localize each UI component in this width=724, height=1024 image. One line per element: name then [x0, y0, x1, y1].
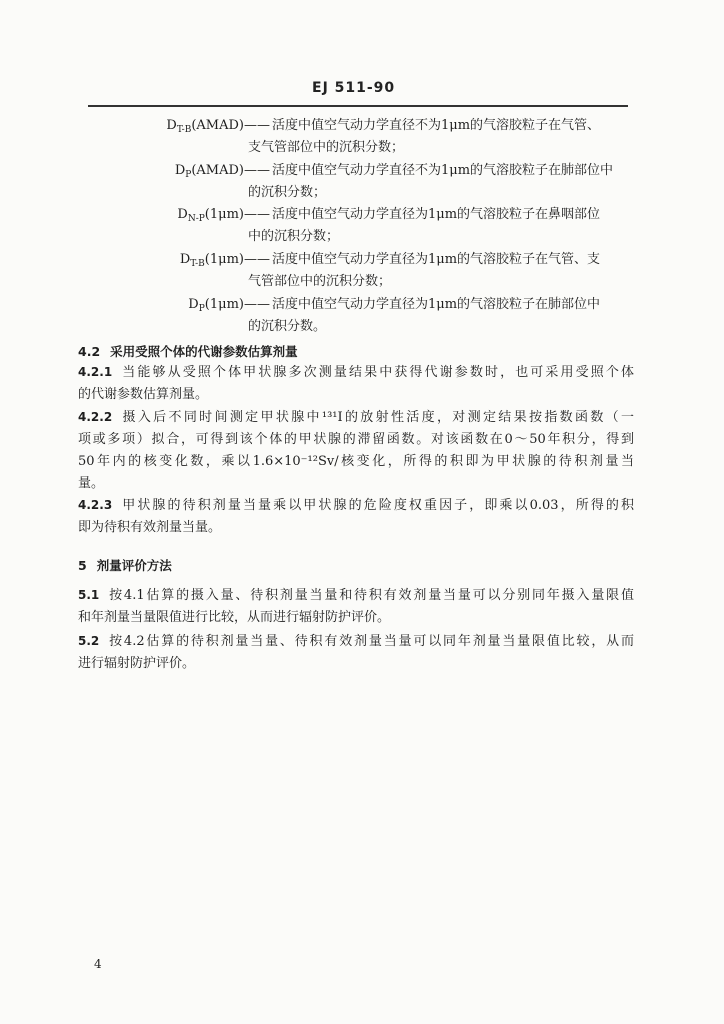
paragraph-text: 甲状腺的待积剂量当量乘以甲状腺的危险度权重因子，即乘以0.03，所得的积 [120, 498, 634, 513]
section-number: 5 [78, 558, 87, 573]
paragraph-line: 50年内的核变化数，乘以1.6×10⁻¹²Sv/核变化，所得的积即为甲状腺的待积剂量当 [78, 454, 634, 469]
page-number: 4 [94, 957, 102, 971]
paragraph-line: 的代谢参数估算剂量。 [78, 387, 209, 402]
definition-dash: —— [244, 163, 270, 178]
definition-dash: —— [244, 118, 270, 133]
clause-number: 5.1 [78, 588, 100, 602]
term-symbol: D [177, 207, 188, 222]
header-rule [88, 105, 628, 107]
definition-text-line: 中的沉积分数； [248, 229, 340, 244]
paragraph-4-2-2 [78, 406, 634, 495]
definition-text-line: 活度中值空气动力学直径不为1μm的气溶胶粒子在气管、 [272, 118, 601, 133]
paragraph-line: 进行辐射防护评价。 [78, 656, 196, 671]
definition-item [0, 294, 724, 338]
definition-term [175, 160, 244, 186]
definition-text-line: 的沉积分数； [248, 185, 327, 200]
paragraph-4-2-1 [78, 361, 634, 406]
definition-text-line: 气管部位中的沉积分数； [248, 274, 392, 289]
term-argument: (1μm) [204, 207, 244, 222]
term-symbol: D [166, 118, 177, 133]
section-number: 4.2 [78, 344, 101, 359]
paragraph-line: 量。 [78, 476, 105, 491]
paragraph-line [78, 406, 634, 429]
definition-term [188, 294, 244, 320]
paragraph-line: 即为待积有效剂量当量。 [78, 520, 222, 535]
section-heading-4-2 [78, 342, 298, 362]
term-symbol: D [188, 297, 199, 312]
definition-text-line: 活度中值空气动力学直径不为1μm的气溶胶粒子在肺部位中 [272, 163, 614, 178]
definition-text-line: 的沉积分数。 [248, 319, 327, 334]
paragraph-5-1 [78, 584, 634, 629]
definition-dash: —— [244, 297, 270, 312]
definition-term [180, 249, 244, 275]
term-subscript: T-B [190, 259, 205, 269]
standard-code: EJ 511-90 [312, 80, 396, 96]
clause-number: 4.2.1 [78, 365, 113, 379]
section-title: 采用受照个体的代谢参数估算剂量 [110, 344, 298, 359]
definition-text-line: 活度中值空气动力学直径为1μm的气溶胶粒子在肺部位中 [272, 297, 601, 312]
paragraph-line [78, 630, 634, 653]
definition-term [166, 115, 244, 141]
paragraph-4-2-3 [78, 494, 634, 539]
term-argument: (AMAD) [191, 118, 244, 133]
clause-number: 4.2.3 [78, 498, 113, 512]
clause-number: 4.2.2 [78, 410, 113, 424]
term-subscript: N-P [187, 214, 205, 224]
term-symbol: D [179, 252, 191, 267]
term-argument: (AMAD) [191, 163, 244, 178]
paragraph-line [78, 361, 634, 384]
definition-term [177, 204, 244, 230]
definition-item [0, 160, 724, 204]
section-title: 剂量评价方法 [96, 558, 172, 573]
definition-item [0, 249, 724, 293]
paragraph-line [78, 494, 634, 517]
paragraph-text: 按4.1估算的摄入量、待积剂量当量和待积有效剂量当量可以分别同年摄入量限值 [107, 588, 634, 603]
paragraph-line: 项或多项）拟合，可得到该个体的甲状腺的滞留函数。对该函数在0～50年积分，得到 [78, 432, 634, 447]
term-argument: (1μm) [204, 297, 244, 312]
term-subscript: P [198, 304, 205, 314]
paragraph-text: 摄入后不同时间测定甲状腺中¹³¹I的放射性活度，对测定结果按指数函数（一 [120, 410, 634, 425]
clause-number: 5.2 [78, 634, 100, 648]
term-subscript: T-B [176, 125, 192, 135]
definition-dash: —— [244, 252, 270, 267]
paragraph-5-2 [78, 630, 634, 675]
definition-text-line: 活度中值空气动力学直径为1μm的气溶胶粒子在鼻咽部位 [272, 207, 601, 222]
paragraph-text: 当能够从受照个体甲状腺多次测量结果中获得代谢参数时，也可采用受照个体 [120, 365, 634, 380]
paragraph-text: 按4.2估算的待积剂量当量、待积有效剂量当量可以同年剂量当量限值比较，从而 [107, 634, 634, 649]
term-subscript: P [185, 170, 192, 180]
definition-item [0, 115, 724, 159]
definition-text-line: 活度中值空气动力学直径为1μm的气溶胶粒子在气管、支 [272, 252, 601, 267]
paragraph-line [78, 584, 634, 607]
term-symbol: D [174, 163, 186, 178]
term-argument: (1μm) [204, 252, 244, 267]
definition-item [0, 204, 724, 248]
definition-dash: —— [244, 207, 270, 222]
section-heading-5 [78, 556, 172, 576]
paragraph-line: 和年剂量当量限值进行比较，从而进行辐射防护评价。 [78, 610, 391, 625]
definition-text-line: 支气管部位中的沉积分数； [248, 140, 405, 155]
